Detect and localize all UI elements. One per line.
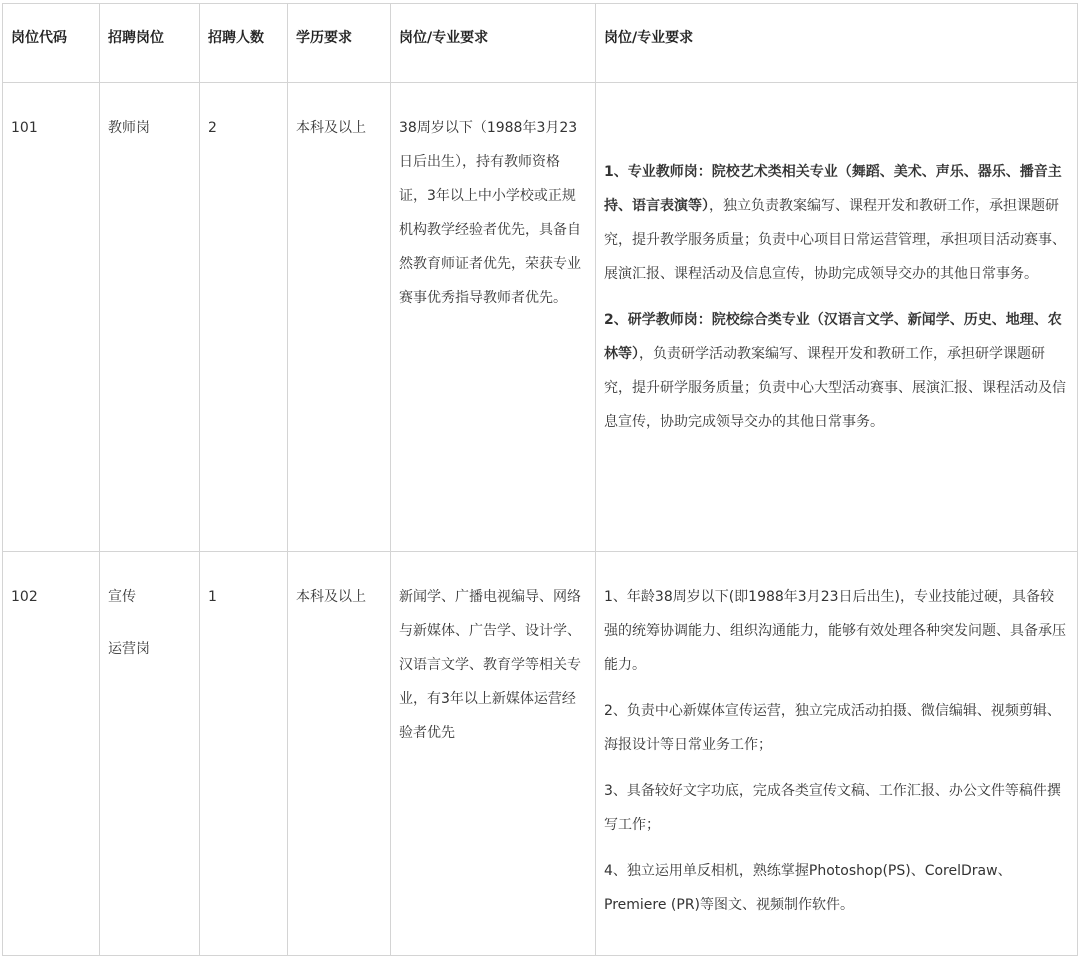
cell-code: 101 (3, 83, 100, 552)
header-position-code: 岗位代码 (3, 4, 100, 83)
duty-paragraph: 3、具备较好文字功底，完成各类宣传文稿、工作汇报、办公文件等稿件撰写工作； (604, 783, 1061, 833)
recruitment-table-wrapper (2, 3, 1078, 956)
table-header-row (3, 4, 1078, 83)
cell-requirement: 38周岁以下（1988年3月23日后出生），持有教师资格证，3年以上中小学校或正规机构教学经验者优先，具备自然教育师证者优先，荣获专业赛事优秀指导教师者优先。 (391, 83, 596, 552)
cell-count: 2 (200, 83, 288, 552)
recruitment-table (2, 3, 1078, 956)
header-requirement: 岗位/专业要求 (391, 4, 596, 83)
duty-paragraph (604, 155, 1067, 291)
cell-education: 本科及以上 (288, 83, 391, 552)
cell-education: 本科及以上 (288, 552, 391, 956)
cell-position: 教师岗 (100, 83, 200, 552)
duty-paragraph: 1、年龄38周岁以下(即1988年3月23日后出生)，专业技能过硬，具备较强的统筹协调能力、组织沟通能力，能够有效处理各种突发问题、具备承压能力。 (604, 589, 1066, 673)
cell-position (100, 552, 200, 956)
cell-code: 102 (3, 552, 100, 956)
header-education: 学历要求 (288, 4, 391, 83)
header-duties: 岗位/专业要求 (596, 4, 1078, 83)
header-headcount: 招聘人数 (200, 4, 288, 83)
duty-title: 1、专业教师岗：院校艺术类相关专业（舞蹈、美术、声乐、器乐、播音主持、语言表演等） (604, 164, 1062, 214)
position-line: 宣传 (108, 589, 136, 605)
table-row (3, 83, 1078, 552)
cell-requirement: 新闻学、广播电视编导、网络与新媒体、广告学、设计学、汉语言文学、教育学等相关专业，有3年以上新媒体运营经验者优先 (391, 552, 596, 956)
duty-paragraph (604, 303, 1067, 439)
duty-paragraph: 2、负责中心新媒体宣传运营，独立完成活动拍摄、微信编辑、视频剪辑、海报设计等日常业务工作； (604, 703, 1061, 753)
duty-text: ，独立负责教案编写、课程开发和教研工作，承担课题研究，提升教学服务质量；负责中心项目日常运营管理，承担项目活动赛事、展演汇报、课程活动及信息宣传，协助完成领导交办的其他日常事务。 (604, 198, 1066, 282)
header-position-name: 招聘岗位 (100, 4, 200, 83)
duty-text: ，负责研学活动教案编写、课程开发和教研工作，承担研学课题研究，提升研学服务质量；负责中心大型活动赛事、展演汇报、课程活动及信息宣传，协助完成领导交办的其他日常事务。 (604, 346, 1066, 430)
cell-count: 1 (200, 552, 288, 956)
cell-duties (596, 83, 1078, 552)
duty-paragraph: 4、独立运用单反相机，熟练掌握Photoshop(PS)、CorelDraw、Premiere (PR)等图文、视频制作软件。 (604, 863, 1012, 913)
position-line: 运营岗 (108, 641, 150, 657)
cell-duties (596, 552, 1078, 956)
table-row (3, 552, 1078, 956)
duty-title: 2、研学教师岗：院校综合类专业（汉语言文学、新闻学、历史、地理、农林等） (604, 312, 1062, 362)
